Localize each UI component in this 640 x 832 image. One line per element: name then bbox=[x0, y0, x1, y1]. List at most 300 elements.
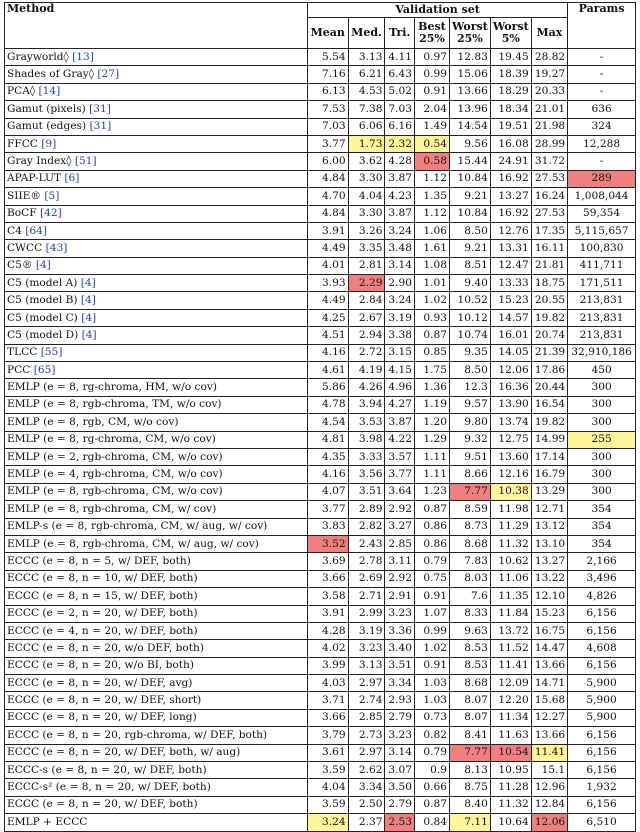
value-cell: 24.91 bbox=[490, 153, 531, 170]
value-cell: 3.27 bbox=[385, 518, 415, 535]
citation-link[interactable]: [4] bbox=[35, 259, 51, 272]
method-cell bbox=[5, 309, 308, 326]
value-cell: 0.91 bbox=[414, 657, 449, 674]
value-cell: 3.83 bbox=[308, 518, 349, 535]
table-row bbox=[5, 796, 636, 813]
value-cell: 1.19 bbox=[414, 396, 449, 413]
value-cell: 20.33 bbox=[531, 83, 567, 100]
value-cell: 2.50 bbox=[348, 796, 385, 813]
value-cell: 8.66 bbox=[449, 466, 490, 483]
method-cell bbox=[5, 362, 308, 379]
header-col: Worst 5% bbox=[490, 18, 531, 49]
value-cell: 16.11 bbox=[531, 240, 567, 257]
method-name: BoCF bbox=[7, 207, 40, 220]
params-cell: 171,511 bbox=[568, 275, 636, 292]
value-cell: 0.58 bbox=[414, 153, 449, 170]
value-cell: 19.45 bbox=[490, 49, 531, 66]
value-cell: 9.40 bbox=[449, 275, 490, 292]
value-cell: 9.63 bbox=[449, 622, 490, 639]
value-cell: 6.13 bbox=[308, 83, 349, 100]
value-cell: 10.84 bbox=[449, 205, 490, 222]
value-cell: 9.57 bbox=[449, 396, 490, 413]
params-cell: 59,354 bbox=[568, 205, 636, 222]
value-cell: 11.63 bbox=[490, 727, 531, 744]
params-cell: 5,900 bbox=[568, 675, 636, 692]
value-cell: 2.62 bbox=[348, 762, 385, 779]
value-cell: 21.98 bbox=[531, 118, 567, 135]
method-cell bbox=[5, 779, 308, 796]
value-cell: 4.16 bbox=[308, 466, 349, 483]
citation-link[interactable]: [31] bbox=[89, 102, 111, 115]
method-cell bbox=[5, 118, 308, 135]
value-cell: 8.33 bbox=[449, 605, 490, 622]
table-row bbox=[5, 657, 636, 674]
value-cell: 4.04 bbox=[348, 188, 385, 205]
value-cell: 0.85 bbox=[414, 344, 449, 361]
method-name: ECCC-s (e = 8, n = 20, w/ DEF, both) bbox=[7, 763, 207, 776]
method-name: ECCC (e = 8, n = 10, w/ DEF, both) bbox=[7, 572, 198, 585]
params-cell: 6,510 bbox=[568, 814, 636, 831]
method-name: ECCC (e = 8, n = 20, rgb-chroma, w/ DEF, both) bbox=[7, 728, 268, 741]
value-cell: 17.35 bbox=[531, 222, 567, 239]
value-cell: 2.43 bbox=[348, 535, 385, 552]
value-cell: 3.11 bbox=[385, 553, 415, 570]
params-cell: 4,608 bbox=[568, 640, 636, 657]
table-row bbox=[5, 448, 636, 465]
value-cell: 0.66 bbox=[414, 779, 449, 796]
value-cell: 3.59 bbox=[308, 796, 349, 813]
value-cell: 1.02 bbox=[414, 292, 449, 309]
method-name: EMLP + ECCC bbox=[7, 815, 88, 828]
params-cell: 300 bbox=[568, 483, 636, 500]
value-cell: 3.87 bbox=[385, 414, 415, 431]
value-cell: 12.16 bbox=[490, 466, 531, 483]
value-cell: 3.62 bbox=[348, 153, 385, 170]
value-cell: 3.48 bbox=[385, 240, 415, 257]
value-cell: 13.10 bbox=[531, 535, 567, 552]
method-name: ECCC (e = 8, n = 20, w/ DEF, long) bbox=[7, 711, 197, 724]
params-cell: 324 bbox=[568, 118, 636, 135]
method-name: SIIE® bbox=[7, 189, 45, 202]
value-cell: 4.02 bbox=[308, 640, 349, 657]
value-cell: 3.07 bbox=[385, 762, 415, 779]
value-cell: 3.15 bbox=[385, 344, 415, 361]
method-cell bbox=[5, 588, 308, 605]
value-cell: 4.96 bbox=[385, 379, 415, 396]
value-cell: 1.73 bbox=[348, 135, 385, 152]
value-cell: 10.54 bbox=[490, 744, 531, 761]
params-cell: - bbox=[568, 83, 636, 100]
value-cell: 4.16 bbox=[308, 344, 349, 361]
header-col: Mean bbox=[308, 18, 349, 49]
value-cell: 0.87 bbox=[414, 796, 449, 813]
value-cell: 14.47 bbox=[531, 640, 567, 657]
value-cell: 12.96 bbox=[531, 779, 567, 796]
table-row bbox=[5, 622, 636, 639]
value-cell: 13.90 bbox=[490, 396, 531, 413]
citation-link[interactable]: [4] bbox=[80, 276, 96, 289]
value-cell: 18.29 bbox=[490, 83, 531, 100]
value-cell: 3.19 bbox=[348, 622, 385, 639]
method-cell bbox=[5, 605, 308, 622]
method-name: ECCC (e = 8, n = 20, w/ DEF, avg) bbox=[7, 676, 193, 689]
value-cell: 3.91 bbox=[308, 222, 349, 239]
value-cell: 7.77 bbox=[449, 744, 490, 761]
method-name: FFCC bbox=[7, 137, 42, 150]
value-cell: 8.41 bbox=[449, 727, 490, 744]
method-cell bbox=[5, 466, 308, 483]
method-name: ECCC (e = 8, n = 20, w/o BI, both) bbox=[7, 659, 195, 672]
citation-link[interactable]: [27] bbox=[97, 68, 120, 81]
value-cell: 8.51 bbox=[449, 257, 490, 274]
value-cell: 4.28 bbox=[385, 153, 415, 170]
value-cell: 10.95 bbox=[490, 762, 531, 779]
value-cell: 3.30 bbox=[348, 170, 385, 187]
header-method: Method bbox=[5, 3, 308, 49]
value-cell: 3.77 bbox=[308, 135, 349, 152]
table-row bbox=[5, 396, 636, 413]
value-cell: 5.02 bbox=[385, 83, 415, 100]
table-row bbox=[5, 344, 636, 361]
method-cell bbox=[5, 483, 308, 500]
table-row bbox=[5, 553, 636, 570]
value-cell: 3.19 bbox=[385, 309, 415, 326]
value-cell: 18.75 bbox=[531, 275, 567, 292]
value-cell: 3.30 bbox=[348, 205, 385, 222]
table-row bbox=[5, 779, 636, 796]
params-cell: 255 bbox=[568, 431, 636, 448]
value-cell: 4.19 bbox=[348, 362, 385, 379]
method-name: EMLP (e = 8, rgb-chroma, CM, w/o cov) bbox=[7, 485, 223, 498]
value-cell: 2.74 bbox=[348, 692, 385, 709]
citation-link[interactable]: [4] bbox=[81, 311, 97, 324]
value-cell: 8.50 bbox=[449, 362, 490, 379]
value-cell: 3.58 bbox=[308, 588, 349, 605]
method-cell bbox=[5, 727, 308, 744]
method-cell bbox=[5, 205, 308, 222]
value-cell: 4.84 bbox=[308, 205, 349, 222]
method-name: EMLP (e = 8, rgb-chroma, TM, w/o cov) bbox=[7, 398, 222, 411]
table-row bbox=[5, 292, 636, 309]
method-cell bbox=[5, 692, 308, 709]
value-cell: 7.38 bbox=[348, 101, 385, 118]
value-cell: 1.29 bbox=[414, 431, 449, 448]
method-cell bbox=[5, 135, 308, 152]
value-cell: 2.84 bbox=[348, 292, 385, 309]
method-name: EMLP (e = 8, rgb-chroma, CM, w/ aug, w/ cov) bbox=[7, 537, 259, 550]
value-cell: 0.87 bbox=[414, 327, 449, 344]
citation-link[interactable]: [51] bbox=[74, 154, 97, 167]
method-name: C5 (model A) bbox=[7, 276, 81, 289]
value-cell: 1.75 bbox=[414, 362, 449, 379]
method-cell bbox=[5, 275, 308, 292]
value-cell: 7.03 bbox=[385, 101, 415, 118]
value-cell: 11.41 bbox=[490, 657, 531, 674]
value-cell: 0.99 bbox=[414, 622, 449, 639]
table-row bbox=[5, 501, 636, 518]
method-cell bbox=[5, 396, 308, 413]
method-cell bbox=[5, 553, 308, 570]
value-cell: 0.82 bbox=[414, 727, 449, 744]
value-cell: 31.72 bbox=[531, 153, 567, 170]
params-cell: 12,288 bbox=[568, 135, 636, 152]
citation-link[interactable]: [31] bbox=[89, 120, 112, 133]
method-name: EMLP (e = 8, rg-chroma, CM, w/o cov) bbox=[7, 433, 216, 446]
value-cell: 0.87 bbox=[414, 501, 449, 518]
value-cell: 12.3 bbox=[449, 379, 490, 396]
params-cell: 213,831 bbox=[568, 327, 636, 344]
method-name: Gamut (pixels) bbox=[7, 102, 90, 115]
method-name: EMLP (e = 8, rg-chroma, HM, w/o cov) bbox=[7, 381, 217, 394]
value-cell: 1.23 bbox=[414, 483, 449, 500]
header-col: Worst 25% bbox=[449, 18, 490, 49]
value-cell: 3.23 bbox=[348, 640, 385, 657]
params-cell: 636 bbox=[568, 101, 636, 118]
value-cell: 3.36 bbox=[385, 622, 415, 639]
value-cell: 9.80 bbox=[449, 414, 490, 431]
value-cell: 3.23 bbox=[385, 605, 415, 622]
method-name: EMLP (e = 4, rgb-chroma, CM, w/o cov) bbox=[7, 468, 223, 481]
table-row bbox=[5, 362, 636, 379]
value-cell: 13.12 bbox=[531, 518, 567, 535]
table-row bbox=[5, 240, 636, 257]
value-cell: 3.14 bbox=[385, 744, 415, 761]
table-row bbox=[5, 640, 636, 657]
value-cell: 7.77 bbox=[449, 483, 490, 500]
value-cell: 6.00 bbox=[308, 153, 349, 170]
value-cell: 3.34 bbox=[385, 675, 415, 692]
method-cell bbox=[5, 518, 308, 535]
value-cell: 13.22 bbox=[531, 570, 567, 587]
params-cell: 6,156 bbox=[568, 605, 636, 622]
method-name: TLCC bbox=[7, 346, 41, 359]
value-cell: 8.73 bbox=[449, 518, 490, 535]
value-cell: 1.07 bbox=[414, 605, 449, 622]
value-cell: 6.06 bbox=[348, 118, 385, 135]
value-cell: 21.01 bbox=[531, 101, 567, 118]
value-cell: 3.40 bbox=[385, 640, 415, 657]
value-cell: 1.03 bbox=[414, 675, 449, 692]
table-row bbox=[5, 709, 636, 726]
value-cell: 8.07 bbox=[449, 709, 490, 726]
value-cell: 13.29 bbox=[531, 483, 567, 500]
table-row bbox=[5, 222, 636, 239]
value-cell: 2.53 bbox=[385, 814, 415, 831]
citation-link[interactable]: [6] bbox=[64, 172, 80, 185]
value-cell: 3.94 bbox=[348, 396, 385, 413]
method-cell bbox=[5, 535, 308, 552]
value-cell: 19.27 bbox=[531, 66, 567, 83]
value-cell: 10.74 bbox=[449, 327, 490, 344]
method-cell bbox=[5, 675, 308, 692]
value-cell: 13.27 bbox=[490, 188, 531, 205]
citation-link[interactable]: [4] bbox=[80, 294, 96, 307]
value-cell: 17.86 bbox=[531, 362, 567, 379]
value-cell: 3.13 bbox=[348, 49, 385, 66]
method-cell bbox=[5, 153, 308, 170]
table-row bbox=[5, 66, 636, 83]
value-cell: 9.51 bbox=[449, 448, 490, 465]
value-cell: 3.57 bbox=[385, 448, 415, 465]
value-cell: 8.07 bbox=[449, 692, 490, 709]
params-cell: 6,156 bbox=[568, 744, 636, 761]
value-cell: 8.75 bbox=[449, 779, 490, 796]
value-cell: 2.81 bbox=[348, 257, 385, 274]
value-cell: 9.32 bbox=[449, 431, 490, 448]
citation-link[interactable]: [64] bbox=[25, 224, 47, 237]
value-cell: 1.12 bbox=[414, 205, 449, 222]
value-cell: 13.60 bbox=[490, 448, 531, 465]
value-cell: 4.04 bbox=[308, 779, 349, 796]
method-name: ECCC (e = 4, n = 20, w/ DEF, both) bbox=[7, 624, 198, 637]
table-row bbox=[5, 170, 636, 187]
params-cell: 213,831 bbox=[568, 292, 636, 309]
table-row bbox=[5, 466, 636, 483]
value-cell: 11.32 bbox=[490, 535, 531, 552]
value-cell: 8.68 bbox=[449, 535, 490, 552]
value-cell: 7.6 bbox=[449, 588, 490, 605]
value-cell: 19.82 bbox=[531, 414, 567, 431]
value-cell: 8.13 bbox=[449, 762, 490, 779]
value-cell: 5.54 bbox=[308, 49, 349, 66]
value-cell: 10.64 bbox=[490, 814, 531, 831]
citation-link[interactable]: [43] bbox=[45, 241, 68, 254]
table-body bbox=[5, 49, 636, 832]
method-cell bbox=[5, 101, 308, 118]
value-cell: 27.53 bbox=[531, 170, 567, 187]
value-cell: 14.71 bbox=[531, 675, 567, 692]
value-cell: 1.02 bbox=[414, 640, 449, 657]
value-cell: 2.79 bbox=[385, 709, 415, 726]
value-cell: 13.31 bbox=[490, 240, 531, 257]
table-row bbox=[5, 605, 636, 622]
value-cell: 10.52 bbox=[449, 292, 490, 309]
value-cell: 8.68 bbox=[449, 675, 490, 692]
value-cell: 20.55 bbox=[531, 292, 567, 309]
value-cell: 14.54 bbox=[449, 118, 490, 135]
value-cell: 0.86 bbox=[414, 535, 449, 552]
value-cell: 4.84 bbox=[308, 170, 349, 187]
value-cell: 4.01 bbox=[308, 257, 349, 274]
citation-link[interactable]: [5] bbox=[44, 189, 60, 202]
method-cell bbox=[5, 570, 308, 587]
value-cell: 2.04 bbox=[414, 101, 449, 118]
params-cell: - bbox=[568, 49, 636, 66]
citation-link[interactable]: [14] bbox=[38, 85, 61, 98]
value-cell: 6.43 bbox=[385, 66, 415, 83]
value-cell: 2.97 bbox=[348, 744, 385, 761]
citation-link[interactable]: [55] bbox=[40, 346, 63, 359]
value-cell: 3.71 bbox=[308, 692, 349, 709]
table-row bbox=[5, 309, 636, 326]
value-cell: 3.23 bbox=[385, 727, 415, 744]
table-row bbox=[5, 135, 636, 152]
value-cell: 16.92 bbox=[490, 205, 531, 222]
table-row bbox=[5, 188, 636, 205]
method-cell bbox=[5, 744, 308, 761]
citation-link[interactable]: [42] bbox=[40, 207, 62, 220]
citation-link[interactable]: [4] bbox=[81, 328, 97, 341]
value-cell: 13.27 bbox=[531, 553, 567, 570]
method-cell bbox=[5, 292, 308, 309]
value-cell: 12.71 bbox=[531, 501, 567, 518]
value-cell: 3.33 bbox=[348, 448, 385, 465]
value-cell: 8.53 bbox=[449, 657, 490, 674]
value-cell: 3.61 bbox=[308, 744, 349, 761]
citation-link[interactable]: [13] bbox=[72, 50, 94, 63]
value-cell: 4.25 bbox=[308, 309, 349, 326]
value-cell: 4.53 bbox=[348, 83, 385, 100]
value-cell: 7.16 bbox=[308, 66, 349, 83]
citation-link[interactable]: [9] bbox=[41, 137, 57, 150]
header-params: Params bbox=[568, 3, 636, 49]
method-cell bbox=[5, 188, 308, 205]
value-cell: 0.91 bbox=[414, 83, 449, 100]
method-cell bbox=[5, 431, 308, 448]
table-row bbox=[5, 414, 636, 431]
value-cell: 2.67 bbox=[348, 309, 385, 326]
value-cell: 1.61 bbox=[414, 240, 449, 257]
value-cell: 2.94 bbox=[348, 327, 385, 344]
table-row bbox=[5, 101, 636, 118]
value-cell: 7.11 bbox=[449, 814, 490, 831]
method-name: Shades of Gray◊ bbox=[7, 68, 98, 81]
value-cell: 16.79 bbox=[531, 466, 567, 483]
method-name: ECCC (e = 8, n = 20, w/ DEF, short) bbox=[7, 694, 202, 707]
value-cell: 12.47 bbox=[490, 257, 531, 274]
value-cell: 15.68 bbox=[531, 692, 567, 709]
citation-link[interactable]: [65] bbox=[33, 363, 56, 376]
value-cell: 1.11 bbox=[414, 466, 449, 483]
value-cell: 16.75 bbox=[531, 622, 567, 639]
value-cell: 10.84 bbox=[449, 170, 490, 187]
value-cell: 4.28 bbox=[308, 622, 349, 639]
params-cell: 300 bbox=[568, 379, 636, 396]
value-cell: 4.26 bbox=[348, 379, 385, 396]
method-name: C4 bbox=[7, 224, 26, 237]
value-cell: 13.74 bbox=[490, 414, 531, 431]
value-cell: 12.10 bbox=[531, 588, 567, 605]
params-cell: - bbox=[568, 66, 636, 83]
value-cell: 3.79 bbox=[308, 727, 349, 744]
value-cell: 1.03 bbox=[414, 692, 449, 709]
params-cell: 300 bbox=[568, 396, 636, 413]
value-cell: 0.97 bbox=[414, 49, 449, 66]
value-cell: 27.53 bbox=[531, 205, 567, 222]
value-cell: 2.92 bbox=[385, 570, 415, 587]
value-cell: 3.24 bbox=[385, 292, 415, 309]
value-cell: 3.59 bbox=[308, 762, 349, 779]
table-row bbox=[5, 49, 636, 66]
method-name: C5 (model D) bbox=[7, 328, 82, 341]
value-cell: 17.14 bbox=[531, 448, 567, 465]
value-cell: 3.52 bbox=[308, 535, 349, 552]
value-cell: 3.50 bbox=[385, 779, 415, 796]
results-table bbox=[4, 2, 636, 832]
method-cell bbox=[5, 640, 308, 657]
value-cell: 10.38 bbox=[490, 483, 531, 500]
value-cell: 4.61 bbox=[308, 362, 349, 379]
value-cell: 1.11 bbox=[414, 448, 449, 465]
value-cell: 18.39 bbox=[490, 66, 531, 83]
value-cell: 12.83 bbox=[449, 49, 490, 66]
method-name: PCC bbox=[7, 363, 34, 376]
method-name: Grayworld◊ bbox=[7, 50, 73, 63]
method-cell bbox=[5, 501, 308, 518]
value-cell: 18.34 bbox=[490, 101, 531, 118]
method-name: PCA◊ bbox=[7, 85, 39, 98]
table-row bbox=[5, 814, 636, 831]
